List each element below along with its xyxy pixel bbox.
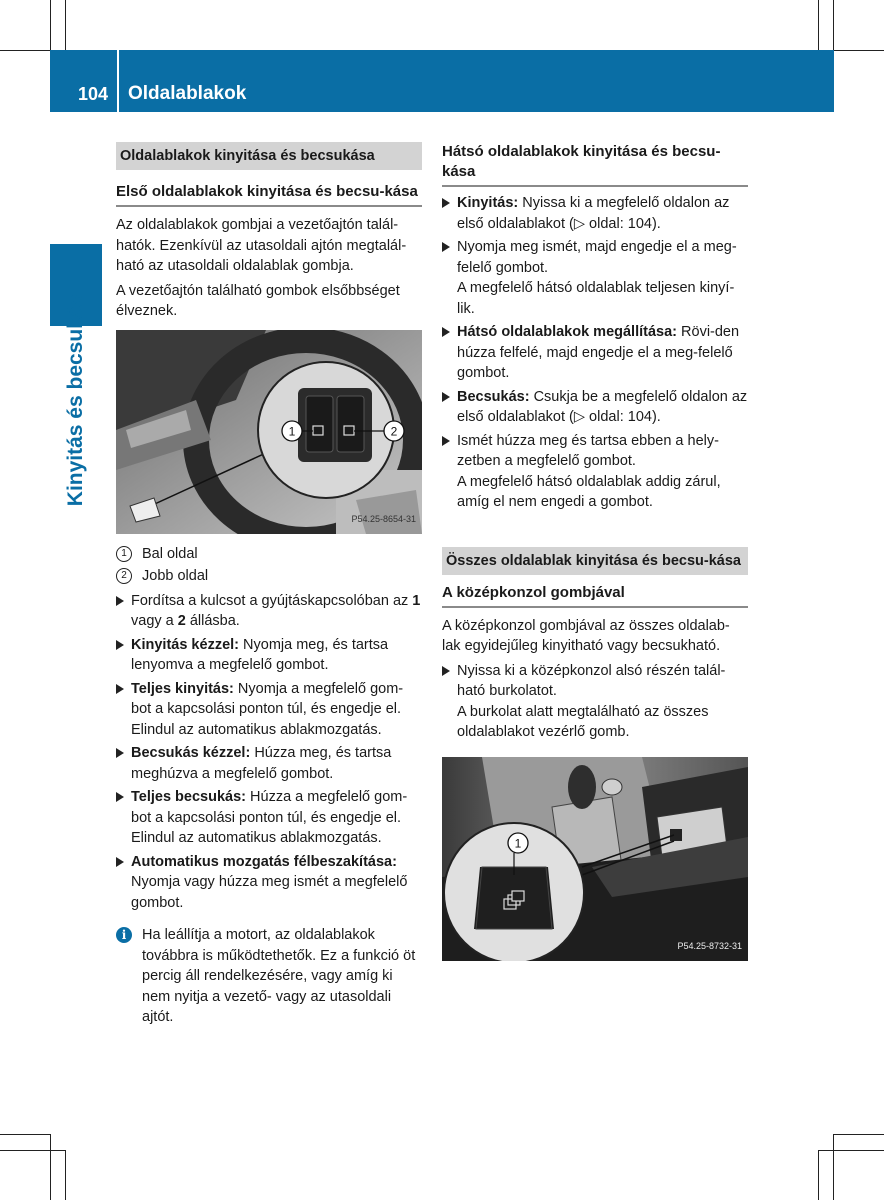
door-switch-photo <box>116 330 422 534</box>
console-switch-illustration <box>442 757 748 961</box>
arrow-icon <box>116 748 124 758</box>
crop-mark <box>65 1150 66 1200</box>
arrow-icon <box>116 857 124 867</box>
right-column <box>442 142 748 961</box>
callout-number: 2 <box>116 568 132 584</box>
list-item: Teljes becsukás: Húzza a megfelelő gom-bot a kapcsolási ponton túl, és engedje el. Elindul az automatikus ablakmozgatás. <box>116 787 422 849</box>
crop-mark <box>0 1134 50 1135</box>
legend-text: Bal oldal <box>142 545 198 562</box>
callout-number: 1 <box>514 836 522 850</box>
crop-mark <box>834 1134 884 1135</box>
list-item: Nyomja meg ismét, majd engedje el a meg-felelő gombot. A megfelelő hátsó oldalablak teljesen kinyí-lik. <box>442 237 748 319</box>
figure-reference: P54.25-8732-31 <box>677 941 742 951</box>
crop-mark <box>833 1134 834 1200</box>
console-switch-photo <box>442 757 748 961</box>
list-item: Kinyitás kézzel: Nyomja meg, és tartsa lenyomva a megfelelő gombot. <box>116 635 422 676</box>
arrow-icon <box>442 392 450 402</box>
crop-mark <box>0 1150 66 1151</box>
page-number: 104 <box>78 84 109 104</box>
section-title: Összes oldalablak kinyitása és becsu-kása <box>442 547 748 575</box>
crop-mark <box>50 0 51 50</box>
arrow-icon <box>116 684 124 694</box>
arrow-icon <box>442 198 450 208</box>
crop-mark <box>65 0 66 50</box>
crop-mark <box>818 1150 819 1200</box>
figure-legend <box>116 544 422 587</box>
left-column <box>116 142 422 1028</box>
legend-item <box>116 544 422 565</box>
arrow-icon <box>116 596 124 606</box>
arrow-icon <box>442 242 450 252</box>
sub-heading: Hátsó oldalablakok kinyitása és becsu-kása <box>442 142 748 187</box>
info-icon: i <box>116 927 132 943</box>
arrow-icon <box>116 640 124 650</box>
side-tab-label: Kinyitás és becsukás <box>64 293 87 507</box>
arrow-icon <box>116 792 124 802</box>
list-item: Fordítsa a kulcsot a gyújtáskapcsolóban az 1 vagy a 2 állásba. <box>116 591 422 632</box>
list-item: Ismét húzza meg és tartsa ebben a hely-zetben a megfelelő gombot. A megfelelő hátsó oldalablak addig zárul, amíg el nem engedi a gombot. <box>442 431 748 513</box>
crop-mark <box>0 50 50 51</box>
list-item: Teljes kinyitás: Nyomja a megfelelő gom-bot a kapcsolási ponton túl, és engedje el. Elindul az automatikus ablakmozgatás. <box>116 679 422 741</box>
list-item: Becsukás kézzel: Húzza meg, és tartsa meghúzva a megfelelő gombot. <box>116 743 422 784</box>
intro-text: A középkonzol gombjával az összes oldalab-lak egyidejűleg kinyitható vagy becsukható. <box>442 617 730 654</box>
callout-number: 1 <box>116 546 132 562</box>
intro-text: A vezetőajtón található gombok elsőbbséget élveznek. <box>116 282 400 319</box>
list-item: Nyissa ki a középkonzol alsó részén talál-ható burkolatot. A burkolat alatt megtalálható az összes oldalablakot vezérlő gomb. <box>442 661 748 743</box>
arrow-icon <box>442 327 450 337</box>
figure-reference: P54.25-8654-31 <box>351 514 416 524</box>
door-switch-illustration <box>116 330 422 534</box>
legend-item <box>116 566 422 587</box>
info-text: Ha leállítja a motort, az oldalablakok továbbra is működtethetők. Ez a funkció öt percig áll rendelkezésére, vagy amíg ki nem nyitja a vezető- vagy az utasoldali ajtót. <box>142 927 416 1025</box>
crop-mark <box>818 0 819 50</box>
instruction-list <box>442 661 748 743</box>
sub-heading: Első oldalablakok kinyitása és becsu-kása <box>116 182 422 207</box>
header-separator <box>117 50 119 112</box>
list-item: Becsukás: Csukja be a megfelelő oldalon az első oldalablakot (▷ oldal: 104). <box>442 387 748 428</box>
arrow-icon <box>442 666 450 676</box>
list-item: Automatikus mozgatás félbeszakítása: Nyomja vagy húzza meg ismét a megfelelő gombot. <box>116 852 422 914</box>
instruction-list <box>442 193 748 513</box>
list-item: Kinyitás: Nyissa ki a megfelelő oldalon az első oldalablakot (▷ oldal: 104). <box>442 193 748 234</box>
svg-text:2: 2 <box>390 424 398 438</box>
crop-mark <box>50 1134 51 1200</box>
section-title: Oldalablakok kinyitása és becsukása <box>116 142 422 170</box>
svg-text:1: 1 <box>288 424 296 438</box>
info-note <box>116 925 422 1028</box>
page-title: Oldalablakok <box>128 83 247 104</box>
crop-mark <box>834 50 884 51</box>
instruction-list <box>116 591 422 914</box>
arrow-icon <box>442 436 450 446</box>
legend-text: Jobb oldal <box>142 568 209 584</box>
sub-heading: A középkonzol gombjával <box>442 583 748 608</box>
list-item: Hátsó oldalablakok megállítása: Rövi-den húzza felfelé, majd engedje el a meg-felelő gombot. <box>442 322 748 384</box>
crop-mark <box>833 0 834 50</box>
crop-mark <box>818 1150 884 1151</box>
intro-text: Az oldalablakok gombjai a vezetőajtón talál-hatók. Ezenkívül az utasoldali ajtón megtalál-ható az utasoldali oldalablak gombja. <box>116 217 407 274</box>
